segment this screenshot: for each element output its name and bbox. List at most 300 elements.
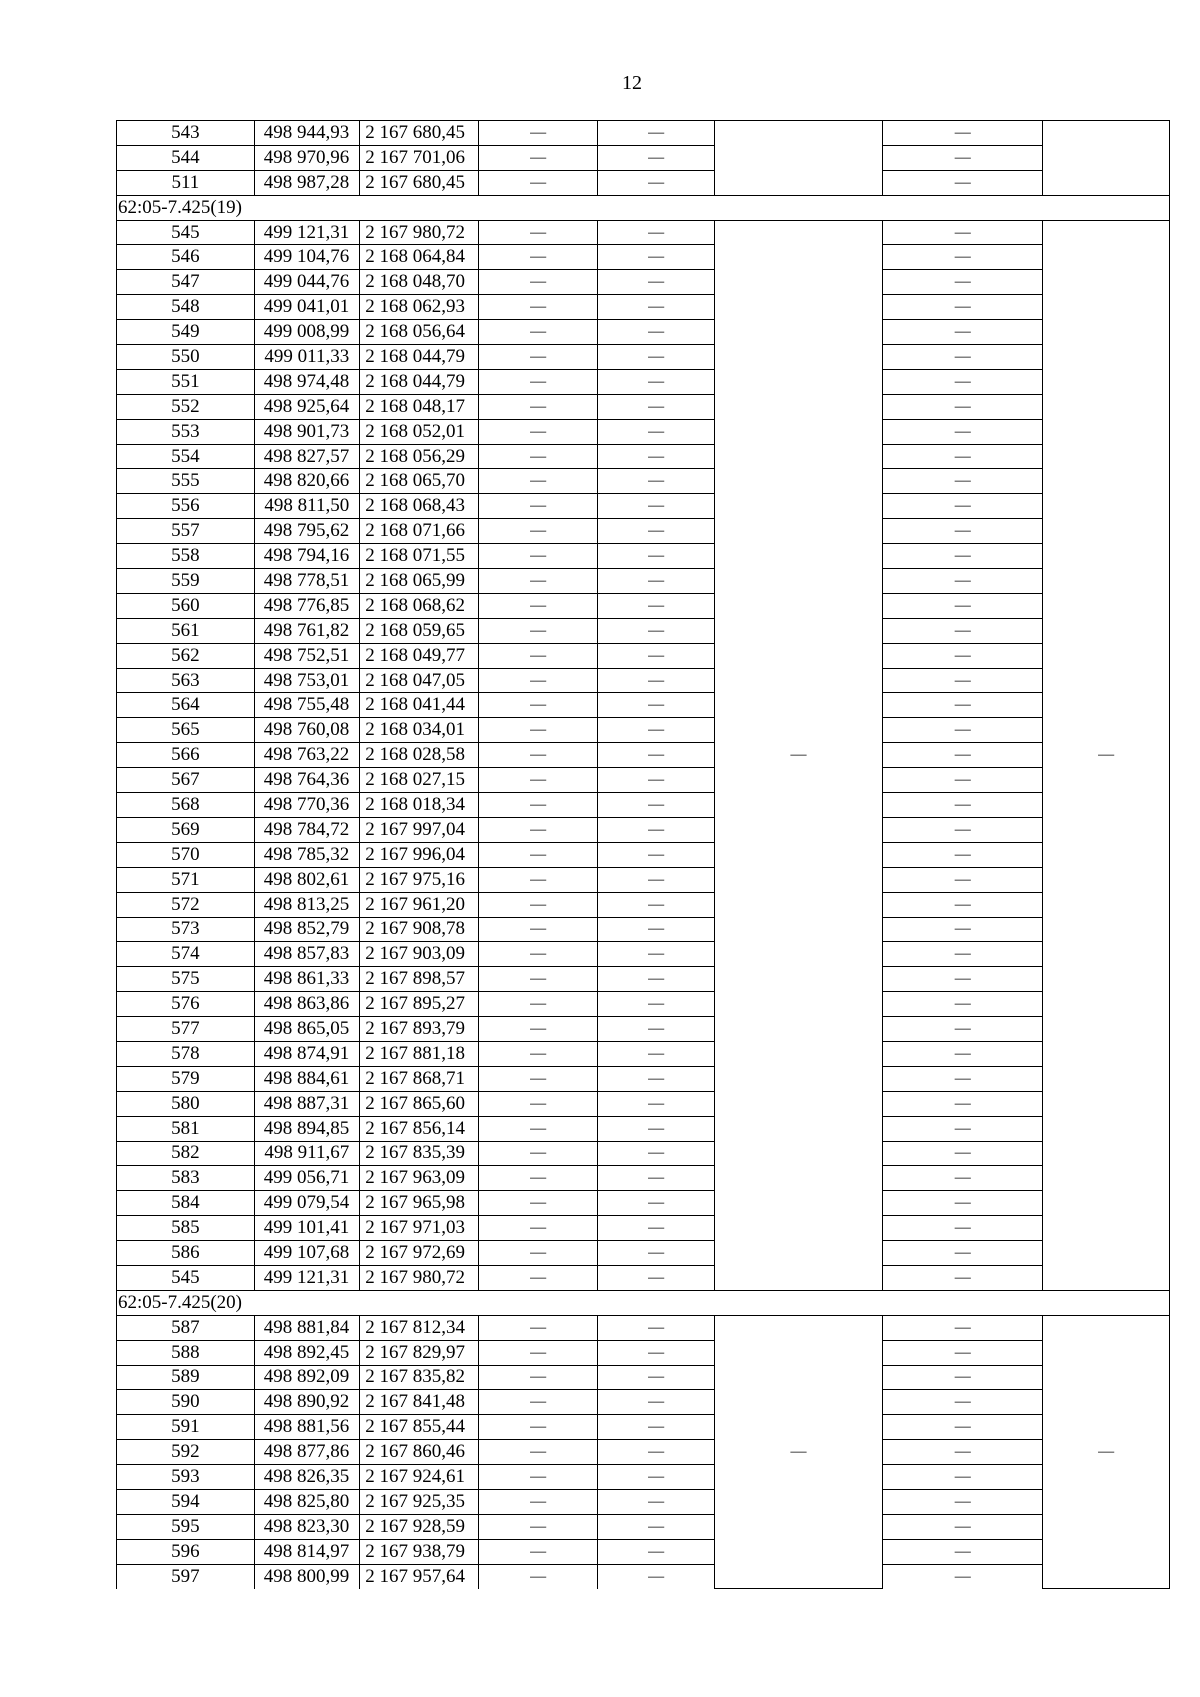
- dash-cell: —: [478, 1340, 598, 1365]
- dash-cell: —: [598, 145, 715, 170]
- point-number-cell: 583: [117, 1166, 255, 1191]
- point-number-cell: 587: [117, 1315, 255, 1340]
- x-coordinate-cell: 498 857,83: [254, 942, 359, 967]
- dash-cell: —: [478, 145, 598, 170]
- table-row: [117, 469, 1170, 494]
- dash-cell: —: [478, 618, 598, 643]
- dash-cell: —: [598, 768, 715, 793]
- dash-cell: —: [883, 1390, 1043, 1415]
- table-row: [117, 1066, 1170, 1091]
- dash-cell: —: [598, 1017, 715, 1042]
- dash-cell: —: [598, 544, 715, 569]
- point-number-cell: 568: [117, 793, 255, 818]
- dash-cell: —: [478, 419, 598, 444]
- dash-cell: —: [598, 992, 715, 1017]
- x-coordinate-cell: 498 884,61: [254, 1066, 359, 1091]
- dash-cell: —: [478, 345, 598, 370]
- y-coordinate-cell: 2 167 898,57: [360, 967, 479, 992]
- dash-cell: —: [478, 1041, 598, 1066]
- merged-cell: —: [714, 1315, 882, 1588]
- dash-cell: —: [478, 842, 598, 867]
- x-coordinate-cell: 498 894,85: [254, 1116, 359, 1141]
- x-coordinate-cell: 498 820,66: [254, 469, 359, 494]
- dash-cell: —: [883, 1116, 1043, 1141]
- table-row: [117, 618, 1170, 643]
- table-row: [117, 1017, 1170, 1042]
- dash-cell: —: [478, 593, 598, 618]
- y-coordinate-cell: 2 167 868,71: [360, 1066, 479, 1091]
- dash-cell: —: [883, 270, 1043, 295]
- merged-cell: [1043, 121, 1170, 196]
- y-coordinate-cell: 2 167 835,82: [360, 1365, 479, 1390]
- y-coordinate-cell: 2 168 048,17: [360, 394, 479, 419]
- dash-cell: —: [478, 743, 598, 768]
- point-number-cell: 569: [117, 817, 255, 842]
- dash-cell: —: [883, 220, 1043, 245]
- table-row: [117, 444, 1170, 469]
- section-header-row: [117, 195, 1170, 220]
- dash-cell: —: [598, 220, 715, 245]
- dash-cell: —: [598, 1440, 715, 1465]
- x-coordinate-cell: 498 752,51: [254, 643, 359, 668]
- point-number-cell: 597: [117, 1564, 255, 1588]
- y-coordinate-cell: 2 168 041,44: [360, 693, 479, 718]
- dash-cell: —: [883, 718, 1043, 743]
- x-coordinate-cell: 499 121,31: [254, 1265, 359, 1290]
- dash-cell: —: [883, 419, 1043, 444]
- x-coordinate-cell: 499 079,54: [254, 1191, 359, 1216]
- point-number-cell: 560: [117, 593, 255, 618]
- y-coordinate-cell: 2 167 835,39: [360, 1141, 479, 1166]
- dash-cell: —: [478, 1191, 598, 1216]
- point-number-cell: 546: [117, 245, 255, 270]
- dash-cell: —: [883, 743, 1043, 768]
- x-coordinate-cell: 498 887,31: [254, 1091, 359, 1116]
- dash-cell: —: [598, 519, 715, 544]
- dash-cell: —: [478, 1365, 598, 1390]
- dash-cell: —: [883, 917, 1043, 942]
- dash-cell: —: [478, 1166, 598, 1191]
- dash-cell: —: [883, 1141, 1043, 1166]
- dash-cell: —: [883, 569, 1043, 594]
- point-number-cell: 547: [117, 270, 255, 295]
- dash-cell: —: [883, 967, 1043, 992]
- x-coordinate-cell: 498 753,01: [254, 668, 359, 693]
- table-row: [117, 569, 1170, 594]
- y-coordinate-cell: 2 167 860,46: [360, 1440, 479, 1465]
- dash-cell: —: [478, 270, 598, 295]
- dash-cell: —: [478, 1514, 598, 1539]
- dash-cell: —: [478, 917, 598, 942]
- x-coordinate-cell: 498 802,61: [254, 867, 359, 892]
- dash-cell: —: [598, 718, 715, 743]
- y-coordinate-cell: 2 168 047,05: [360, 668, 479, 693]
- section-header-row: [117, 1290, 1170, 1315]
- table-row: [117, 1440, 1170, 1465]
- x-coordinate-cell: 498 911,67: [254, 1141, 359, 1166]
- section-label: 62:05-7.425(20): [117, 1290, 1170, 1315]
- y-coordinate-cell: 2 168 052,01: [360, 419, 479, 444]
- x-coordinate-cell: 498 863,86: [254, 992, 359, 1017]
- dash-cell: —: [598, 842, 715, 867]
- point-number-cell: 591: [117, 1415, 255, 1440]
- x-coordinate-cell: 498 881,84: [254, 1315, 359, 1340]
- point-number-cell: 582: [117, 1141, 255, 1166]
- dash-cell: —: [598, 967, 715, 992]
- x-coordinate-cell: 498 778,51: [254, 569, 359, 594]
- point-number-cell: 543: [117, 121, 255, 146]
- point-number-cell: 592: [117, 1440, 255, 1465]
- point-number-cell: 545: [117, 220, 255, 245]
- x-coordinate-cell: 498 865,05: [254, 1017, 359, 1042]
- dash-cell: —: [478, 1489, 598, 1514]
- table-row: [117, 743, 1170, 768]
- x-coordinate-cell: 498 881,56: [254, 1415, 359, 1440]
- point-number-cell: 594: [117, 1489, 255, 1514]
- dash-cell: —: [883, 494, 1043, 519]
- dash-cell: —: [598, 1166, 715, 1191]
- dash-cell: —: [598, 1265, 715, 1290]
- dash-cell: —: [883, 1489, 1043, 1514]
- y-coordinate-cell: 2 167 680,45: [360, 121, 479, 146]
- dash-cell: —: [598, 1066, 715, 1091]
- table-row: [117, 1365, 1170, 1390]
- y-coordinate-cell: 2 167 957,64: [360, 1564, 479, 1588]
- dash-cell: —: [598, 1539, 715, 1564]
- dash-cell: —: [598, 121, 715, 146]
- point-number-cell: 544: [117, 145, 255, 170]
- dash-cell: —: [883, 1564, 1043, 1588]
- point-number-cell: 584: [117, 1191, 255, 1216]
- y-coordinate-cell: 2 167 903,09: [360, 942, 479, 967]
- y-coordinate-cell: 2 167 855,44: [360, 1415, 479, 1440]
- dash-cell: —: [598, 643, 715, 668]
- y-coordinate-cell: 2 168 065,99: [360, 569, 479, 594]
- point-number-cell: 562: [117, 643, 255, 668]
- dash-cell: —: [478, 444, 598, 469]
- x-coordinate-cell: 498 944,93: [254, 121, 359, 146]
- table-row: [117, 121, 1170, 146]
- dash-cell: —: [883, 1241, 1043, 1266]
- dash-cell: —: [598, 494, 715, 519]
- table-row: [117, 1514, 1170, 1539]
- y-coordinate-cell: 2 167 996,04: [360, 842, 479, 867]
- dash-cell: —: [883, 170, 1043, 195]
- y-coordinate-cell: 2 167 975,16: [360, 867, 479, 892]
- dash-cell: —: [598, 1091, 715, 1116]
- dash-cell: —: [478, 1415, 598, 1440]
- dash-cell: —: [598, 394, 715, 419]
- point-number-cell: 561: [117, 618, 255, 643]
- table-row: [117, 1265, 1170, 1290]
- merged-cell: —: [1043, 1315, 1170, 1588]
- table-row: [117, 867, 1170, 892]
- point-number-cell: 564: [117, 693, 255, 718]
- coordinates-table-body: [117, 121, 1170, 1589]
- x-coordinate-cell: 498 813,25: [254, 892, 359, 917]
- dash-cell: —: [598, 320, 715, 345]
- dash-cell: —: [883, 1415, 1043, 1440]
- x-coordinate-cell: 499 056,71: [254, 1166, 359, 1191]
- point-number-cell: 581: [117, 1116, 255, 1141]
- dash-cell: —: [598, 170, 715, 195]
- x-coordinate-cell: 498 761,82: [254, 618, 359, 643]
- dash-cell: —: [883, 892, 1043, 917]
- y-coordinate-cell: 2 167 812,34: [360, 1315, 479, 1340]
- table-row: [117, 593, 1170, 618]
- dash-cell: —: [883, 1265, 1043, 1290]
- dash-cell: —: [478, 967, 598, 992]
- y-coordinate-cell: 2 167 972,69: [360, 1241, 479, 1266]
- x-coordinate-cell: 498 814,97: [254, 1539, 359, 1564]
- x-coordinate-cell: 499 011,33: [254, 345, 359, 370]
- x-coordinate-cell: 498 970,96: [254, 145, 359, 170]
- y-coordinate-cell: 2 168 018,34: [360, 793, 479, 818]
- y-coordinate-cell: 2 167 961,20: [360, 892, 479, 917]
- dash-cell: —: [883, 245, 1043, 270]
- dash-cell: —: [478, 867, 598, 892]
- table-row: [117, 668, 1170, 693]
- x-coordinate-cell: 498 811,50: [254, 494, 359, 519]
- table-row: [117, 519, 1170, 544]
- table-row: [117, 394, 1170, 419]
- y-coordinate-cell: 2 167 865,60: [360, 1091, 479, 1116]
- x-coordinate-cell: 499 107,68: [254, 1241, 359, 1266]
- dash-cell: —: [883, 668, 1043, 693]
- dash-cell: —: [598, 867, 715, 892]
- dash-cell: —: [883, 1017, 1043, 1042]
- y-coordinate-cell: 2 168 049,77: [360, 643, 479, 668]
- dash-cell: —: [598, 892, 715, 917]
- x-coordinate-cell: 498 764,36: [254, 768, 359, 793]
- x-coordinate-cell: 498 770,36: [254, 793, 359, 818]
- dash-cell: —: [478, 1390, 598, 1415]
- point-number-cell: 548: [117, 295, 255, 320]
- point-number-cell: 595: [117, 1514, 255, 1539]
- point-number-cell: 586: [117, 1241, 255, 1266]
- point-number-cell: 573: [117, 917, 255, 942]
- dash-cell: —: [883, 1066, 1043, 1091]
- y-coordinate-cell: 2 167 965,98: [360, 1191, 479, 1216]
- dash-cell: —: [598, 245, 715, 270]
- dash-cell: —: [883, 1539, 1043, 1564]
- point-number-cell: 588: [117, 1340, 255, 1365]
- x-coordinate-cell: 498 785,32: [254, 842, 359, 867]
- table-row: [117, 892, 1170, 917]
- table-row: [117, 1340, 1170, 1365]
- dash-cell: —: [598, 1116, 715, 1141]
- point-number-cell: 549: [117, 320, 255, 345]
- table-row: [117, 1465, 1170, 1490]
- dash-cell: —: [883, 1191, 1043, 1216]
- dash-cell: —: [598, 1415, 715, 1440]
- y-coordinate-cell: 2 168 028,58: [360, 743, 479, 768]
- merged-cell: —: [714, 220, 882, 1290]
- table-row: [117, 817, 1170, 842]
- x-coordinate-cell: 498 760,08: [254, 718, 359, 743]
- dash-cell: —: [598, 1514, 715, 1539]
- dash-cell: —: [883, 992, 1043, 1017]
- table-row: [117, 1216, 1170, 1241]
- table-row: [117, 419, 1170, 444]
- table-row: [117, 369, 1170, 394]
- dash-cell: —: [478, 793, 598, 818]
- dash-cell: —: [598, 693, 715, 718]
- x-coordinate-cell: 498 974,48: [254, 369, 359, 394]
- y-coordinate-cell: 2 167 938,79: [360, 1539, 479, 1564]
- dash-cell: —: [478, 1116, 598, 1141]
- table-row: [117, 220, 1170, 245]
- dash-cell: —: [478, 718, 598, 743]
- dash-cell: —: [478, 1539, 598, 1564]
- y-coordinate-cell: 2 168 048,70: [360, 270, 479, 295]
- merged-cell: —: [1043, 220, 1170, 1290]
- dash-cell: —: [883, 469, 1043, 494]
- y-coordinate-cell: 2 167 971,03: [360, 1216, 479, 1241]
- point-number-cell: 511: [117, 170, 255, 195]
- table-row: [117, 793, 1170, 818]
- point-number-cell: 575: [117, 967, 255, 992]
- dash-cell: —: [883, 1465, 1043, 1490]
- x-coordinate-cell: 498 826,35: [254, 1465, 359, 1490]
- dash-cell: —: [883, 320, 1043, 345]
- x-coordinate-cell: 498 784,72: [254, 817, 359, 842]
- x-coordinate-cell: 498 755,48: [254, 693, 359, 718]
- x-coordinate-cell: 499 101,41: [254, 1216, 359, 1241]
- dash-cell: —: [883, 295, 1043, 320]
- x-coordinate-cell: 498 795,62: [254, 519, 359, 544]
- dash-cell: —: [478, 1066, 598, 1091]
- point-number-cell: 554: [117, 444, 255, 469]
- point-number-cell: 578: [117, 1041, 255, 1066]
- table-row: [117, 842, 1170, 867]
- point-number-cell: 557: [117, 519, 255, 544]
- table-row: [117, 1191, 1170, 1216]
- dash-cell: —: [883, 1041, 1043, 1066]
- table-row: [117, 1489, 1170, 1514]
- y-coordinate-cell: 2 167 997,04: [360, 817, 479, 842]
- dash-cell: —: [478, 1440, 598, 1465]
- dash-cell: —: [598, 295, 715, 320]
- x-coordinate-cell: 498 861,33: [254, 967, 359, 992]
- dash-cell: —: [883, 768, 1043, 793]
- dash-cell: —: [883, 369, 1043, 394]
- dash-cell: —: [478, 394, 598, 419]
- dash-cell: —: [478, 1091, 598, 1116]
- table-row: [117, 643, 1170, 668]
- dash-cell: —: [478, 992, 598, 1017]
- dash-cell: —: [598, 743, 715, 768]
- point-number-cell: 574: [117, 942, 255, 967]
- point-number-cell: 585: [117, 1216, 255, 1241]
- dash-cell: —: [478, 643, 598, 668]
- dash-cell: —: [478, 817, 598, 842]
- dash-cell: —: [478, 569, 598, 594]
- dash-cell: —: [883, 643, 1043, 668]
- x-coordinate-cell: 498 901,73: [254, 419, 359, 444]
- point-number-cell: 577: [117, 1017, 255, 1042]
- y-coordinate-cell: 2 167 980,72: [360, 1265, 479, 1290]
- x-coordinate-cell: 499 121,31: [254, 220, 359, 245]
- x-coordinate-cell: 499 044,76: [254, 270, 359, 295]
- dash-cell: —: [478, 693, 598, 718]
- dash-cell: —: [478, 320, 598, 345]
- dash-cell: —: [598, 469, 715, 494]
- section-label: 62:05-7.425(19): [117, 195, 1170, 220]
- dash-cell: —: [883, 618, 1043, 643]
- page-number: 12: [622, 72, 642, 94]
- point-number-cell: 567: [117, 768, 255, 793]
- table-row: [117, 967, 1170, 992]
- table-row: [117, 1390, 1170, 1415]
- dash-cell: —: [883, 942, 1043, 967]
- dash-cell: —: [478, 170, 598, 195]
- point-number-cell: 566: [117, 743, 255, 768]
- y-coordinate-cell: 2 167 963,09: [360, 1166, 479, 1191]
- dash-cell: —: [478, 1315, 598, 1340]
- dash-cell: —: [598, 1216, 715, 1241]
- table-row: [117, 1041, 1170, 1066]
- dash-cell: —: [598, 369, 715, 394]
- x-coordinate-cell: 498 890,92: [254, 1390, 359, 1415]
- y-coordinate-cell: 2 167 928,59: [360, 1514, 479, 1539]
- dash-cell: —: [478, 1216, 598, 1241]
- point-number-cell: 553: [117, 419, 255, 444]
- y-coordinate-cell: 2 167 701,06: [360, 145, 479, 170]
- table-row: [117, 1315, 1170, 1340]
- merged-cell: [714, 121, 882, 196]
- point-number-cell: 551: [117, 369, 255, 394]
- dash-cell: —: [598, 569, 715, 594]
- point-number-cell: 580: [117, 1091, 255, 1116]
- x-coordinate-cell: 498 776,85: [254, 593, 359, 618]
- dash-cell: —: [598, 618, 715, 643]
- point-number-cell: 555: [117, 469, 255, 494]
- table-row: [117, 494, 1170, 519]
- dash-cell: —: [478, 220, 598, 245]
- x-coordinate-cell: 498 823,30: [254, 1514, 359, 1539]
- y-coordinate-cell: 2 168 056,64: [360, 320, 479, 345]
- dash-cell: —: [598, 1390, 715, 1415]
- y-coordinate-cell: 2 167 856,14: [360, 1116, 479, 1141]
- dash-cell: —: [883, 444, 1043, 469]
- table-row: [117, 170, 1170, 195]
- dash-cell: —: [478, 295, 598, 320]
- dash-cell: —: [598, 1241, 715, 1266]
- table-row: [117, 1091, 1170, 1116]
- y-coordinate-cell: 2 167 893,79: [360, 1017, 479, 1042]
- dash-cell: —: [598, 1465, 715, 1490]
- dash-cell: —: [883, 544, 1043, 569]
- x-coordinate-cell: 498 925,64: [254, 394, 359, 419]
- y-coordinate-cell: 2 168 071,55: [360, 544, 479, 569]
- dash-cell: —: [478, 469, 598, 494]
- dash-cell: —: [883, 1091, 1043, 1116]
- dash-cell: —: [598, 1191, 715, 1216]
- dash-cell: —: [883, 345, 1043, 370]
- y-coordinate-cell: 2 168 068,43: [360, 494, 479, 519]
- dash-cell: —: [478, 1241, 598, 1266]
- table-row: [117, 917, 1170, 942]
- dash-cell: —: [598, 1340, 715, 1365]
- dash-cell: —: [478, 494, 598, 519]
- table-row: [117, 1415, 1170, 1440]
- y-coordinate-cell: 2 168 044,79: [360, 369, 479, 394]
- dash-cell: —: [478, 544, 598, 569]
- x-coordinate-cell: 498 852,79: [254, 917, 359, 942]
- dash-cell: —: [598, 1489, 715, 1514]
- dash-cell: —: [478, 121, 598, 146]
